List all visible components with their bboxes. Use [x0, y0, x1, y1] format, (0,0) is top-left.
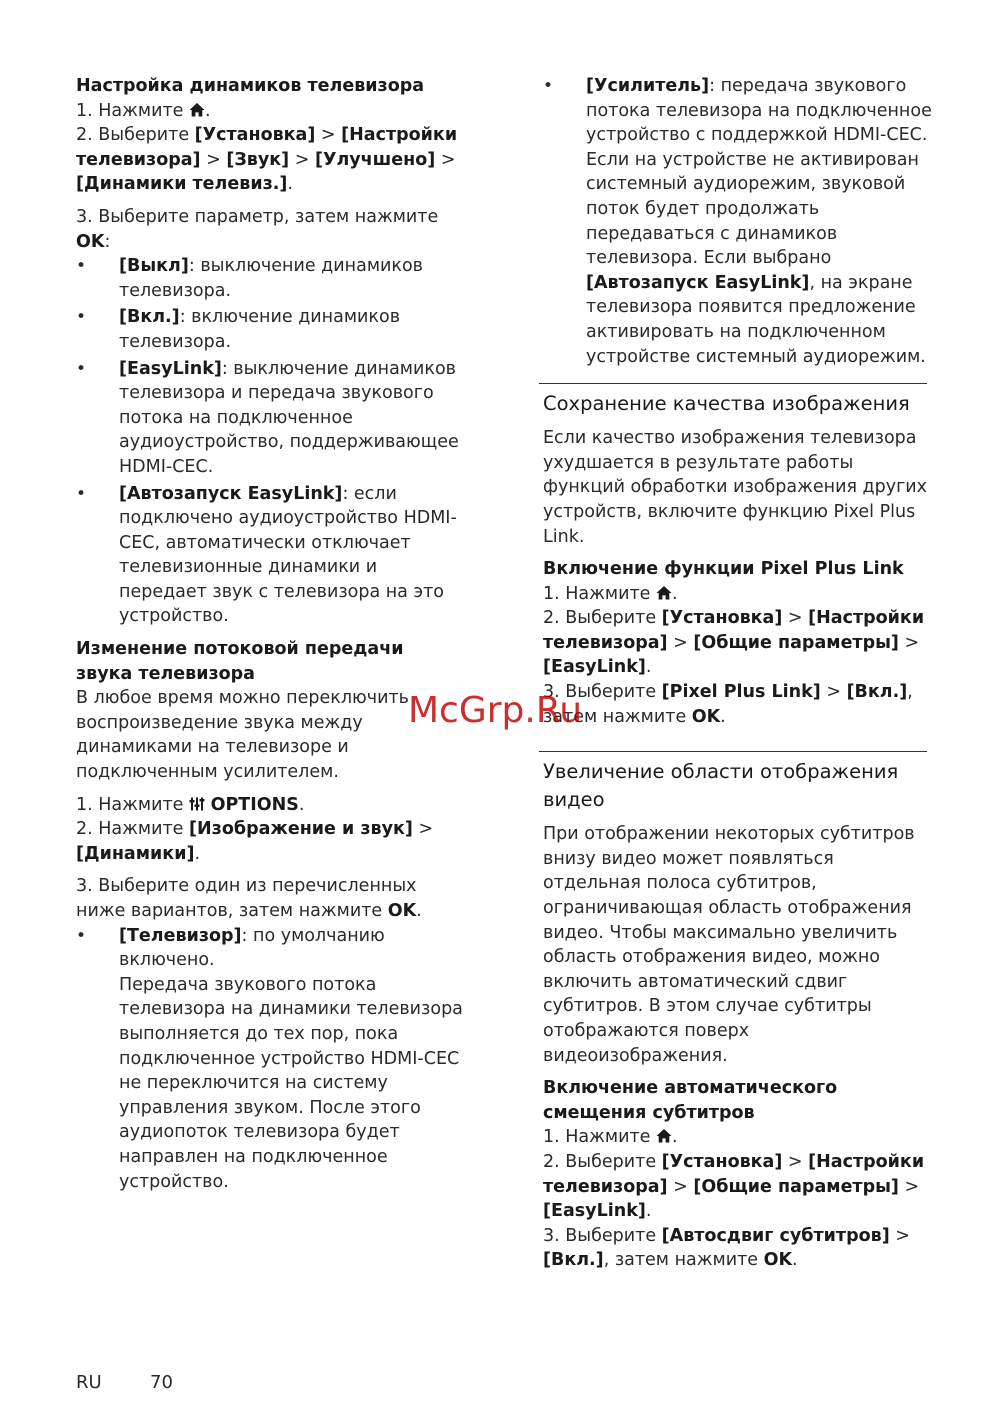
step-3: 3. Выберите [Автосдвиг субтитров] > [Вкл.], затем нажмите OK.: [543, 1225, 910, 1271]
section-title-picture-quality: Сохранение качества изображения: [543, 392, 910, 416]
step-1: 1. Нажмите .: [543, 1127, 678, 1148]
divider: [539, 751, 927, 752]
step-1: 1. Нажмите .: [76, 100, 211, 121]
paragraph: Если качество изображения телевизора ухудшается в результате работы функций обработки изображения других устройств, включите функцию Pixel Plus Link.: [543, 428, 928, 547]
home-icon: [656, 1128, 672, 1144]
options-icon: [189, 796, 205, 812]
page-number: 70: [150, 1372, 173, 1393]
left-column: [76, 74, 464, 1196]
step-1: 1. Нажмите .: [543, 583, 678, 604]
list-item: • [Усилитель]: передача звукового потока телевизора на подключенное устройство с поддержкой HDMI-CEC. Если на устройстве не активирован системный аудиорежим, звуковой поток будет продолжать передаваться с динамиков телевизора. Если выбрано [Автозапуск EasyLink], на экране телевизора появится предложение активировать на подключенном устройстве системный аудиорежим.: [543, 76, 932, 367]
step-3: 3. Выберите [Pixel Plus Link] > [Вкл.], затем нажмите OK.: [543, 682, 913, 727]
step-2: 2. Выберите [Установка] > [Настройки телевизора] > [Общие параметры] > [EasyLink].: [543, 1151, 925, 1222]
step-2: 2. Выберите [Установка] > [Настройки телевизора] > [Звук] > [Улучшено] > [Динамики телевиз.].: [76, 125, 458, 195]
home-icon: [189, 102, 205, 118]
step-1: 1. Нажмите OPTIONS.: [76, 794, 305, 815]
step-3: 3. Выберите один из перечисленных ниже вариантов, затем нажмите OK.: [76, 876, 422, 921]
list-item: • [Выкл]: выключение динамиков телевизора.: [76, 256, 423, 301]
list-item: • [EasyLink]: выключение динамиков телевизора и передача звукового потока на подключенное аудиоустройство, поддерживающее HDMI-CEC.: [76, 358, 459, 477]
paragraph: В любое время можно переключить воспроизведение звука между динамиками на телевизоре и подключенным усилителем.: [76, 688, 409, 783]
subheading-subtitle-shift: Включение автоматического смещения субтитров: [543, 1078, 838, 1123]
speaker-options-list: [76, 254, 464, 629]
stream-options-list: [76, 924, 464, 1195]
right-column: [543, 74, 933, 1273]
section-heading-tv-speakers: Настройка динамиков телевизора: [76, 76, 425, 96]
watermark: McGrp.Ru: [408, 690, 583, 731]
step-2: 2. Выберите [Установка] > [Настройки телевизора] > [Общие параметры] > [EasyLink].: [543, 608, 925, 678]
list-item: • [Вкл.]: включение динамиков телевизора.: [76, 307, 401, 352]
divider: [539, 383, 927, 384]
list-item: • [Телевизор]: по умолчанию включено. Передача звукового потока телевизора на динамики телевизора выполняется до тех пор, пока подключенное устройство HDMI-CEC не переключится на систему управления звуком. После этого аудиопоток телевизора будет направлен на подключенное устройство.: [76, 925, 463, 1192]
step-2: 2. Нажмите [Изображение и звук] > [Динамики].: [76, 819, 434, 864]
subheading-pixel-plus: Включение функции Pixel Plus Link: [543, 559, 904, 580]
footer-language: RU: [76, 1372, 102, 1393]
step-3: 3. Выберите параметр, затем нажмите OK:: [76, 206, 439, 252]
amplifier-option-list: [543, 74, 933, 369]
list-item: • [Автозапуск EasyLink]: если подключено аудиоустройство HDMI-CEC, автоматически отключает телевизионные динамики и передает звук с телевизора на это устройство.: [76, 483, 457, 627]
section-title-video-area: Увеличение области отображения видео: [543, 760, 899, 812]
paragraph: При отображении некоторых субтитров внизу видео может появляться отдельная полоса субтитров, ограничивающая область отображения видео. Чтобы максимально увеличить область отображения видео, можно включить автоматический сдвиг субтитров. В этом случае субтитры отображаются поверх видеоизображения.: [543, 824, 915, 1066]
home-icon: [656, 585, 672, 601]
section-heading-audio-stream: Изменение потоковой передачи звука телевизора: [76, 639, 404, 684]
